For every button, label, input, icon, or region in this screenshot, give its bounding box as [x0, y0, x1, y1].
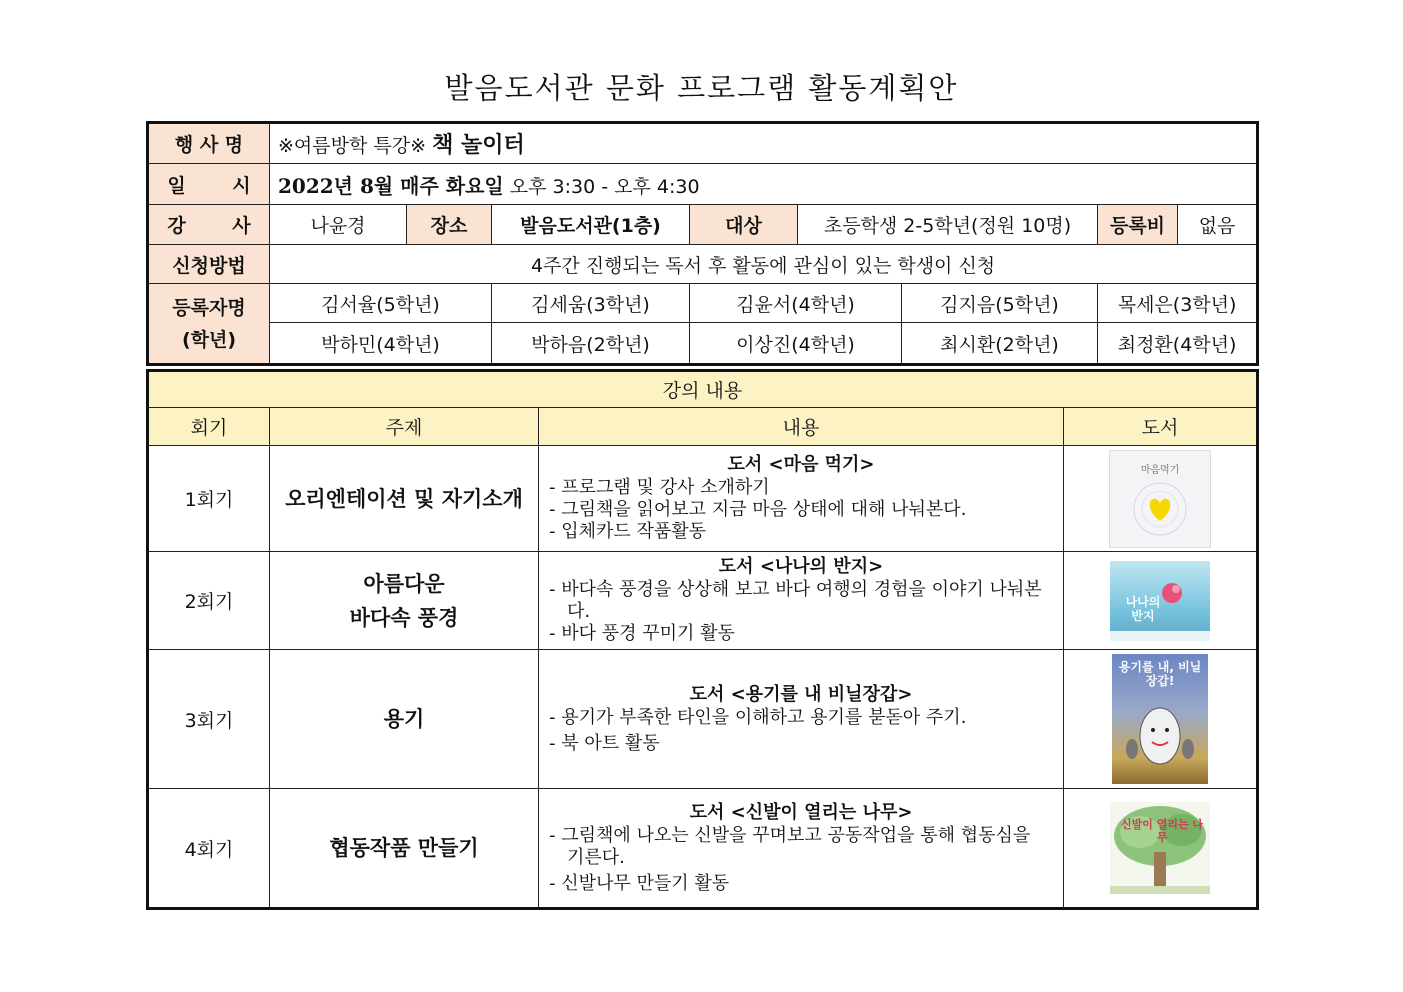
- registrant: 김지음(5학년): [902, 284, 1098, 323]
- registrant: 김윤서(4학년): [690, 284, 902, 323]
- content-line: - 그림책에 나오는 신발을 꾸며보고 공동작업을 통해 협동심을 기른다.: [549, 824, 1031, 868]
- event-date-label: 일 시: [148, 164, 270, 205]
- content-cell: [539, 789, 1064, 909]
- content-line: - 바다 풍경 꾸미기 활동: [549, 623, 735, 644]
- topic-cell: 용기: [270, 650, 539, 789]
- content-cell: [539, 446, 1064, 552]
- content-cell: [539, 650, 1064, 789]
- content-line: - 신발나무 만들기 활동: [549, 872, 730, 894]
- book-title: 도서 <마음 먹기>: [727, 454, 875, 475]
- book-cover-image: 마음먹기: [1109, 450, 1211, 548]
- place-value: 발음도서관(1층): [492, 205, 690, 245]
- book-cover-image: 신발이 열리는 나무: [1110, 802, 1210, 894]
- event-info-table: [146, 121, 1259, 366]
- topic-cell: 오리엔테이션 및 자기소개: [270, 446, 539, 552]
- fee-value: 없음: [1178, 205, 1258, 245]
- book-title: 도서 <나나의 반지>: [718, 556, 884, 577]
- registrants-label: 등록자명 (학년): [148, 284, 270, 365]
- book-cover-image: 용기를 내, 비닐장갑!: [1112, 654, 1208, 784]
- event-date-cell: [270, 164, 1258, 205]
- instructor-value: 나윤경: [270, 205, 407, 245]
- content-line: - 그림책을 읽어보고 지금 마음 상태에 대해 나눠본다.: [549, 499, 967, 520]
- registrant: 최정환(4학년): [1098, 323, 1258, 365]
- apply-label: 신청방법: [148, 245, 270, 284]
- book-cover-cell: [1064, 650, 1258, 789]
- session-cell: 1회기: [148, 446, 270, 552]
- table-row: [148, 650, 1258, 789]
- header-session: 회기: [148, 408, 270, 446]
- session-cell: 4회기: [148, 789, 270, 909]
- session-cell: 3회기: [148, 650, 270, 789]
- content-line: - 입체카드 작품활동: [549, 521, 707, 542]
- lecture-table: [146, 369, 1259, 910]
- table-row: [148, 789, 1258, 909]
- book-cover-image: 나나의 반지: [1110, 561, 1210, 641]
- registrant: 박하민(4학년): [270, 323, 492, 365]
- content-line: - 프로그램 및 강사 소개하기: [549, 477, 770, 498]
- target-label: 대상: [690, 205, 798, 245]
- fee-label: 등록비: [1098, 205, 1178, 245]
- event-name-prefix: ※여름방학 특강※: [278, 135, 427, 157]
- book-cover-cell: [1064, 446, 1258, 552]
- target-value: 초등학생 2-5학년(정원 10명): [798, 205, 1098, 245]
- lecture-section-title: 강의 내용: [148, 371, 1258, 408]
- header-book: 도서: [1064, 408, 1258, 446]
- event-date-time: 오후 3:30 - 오후 4:30: [509, 175, 700, 198]
- topic-cell: 아름다운 바다속 풍경: [270, 552, 539, 650]
- event-name-main: 책 놀이터: [432, 133, 525, 158]
- content-cell: [539, 552, 1064, 650]
- event-name-label: 행 사 명: [148, 123, 270, 164]
- registrant: 목세은(3학년): [1098, 284, 1258, 323]
- topic-cell: 협동작품 만들기: [270, 789, 539, 909]
- apply-value: 4주간 진행되는 독서 후 활동에 관심이 있는 학생이 신청: [270, 245, 1258, 284]
- content-line: - 북 아트 활동: [549, 732, 660, 754]
- event-name-cell: [270, 123, 1258, 164]
- registrant: 김세움(3학년): [492, 284, 690, 323]
- session-cell: 2회기: [148, 552, 270, 650]
- table-row: [148, 552, 1258, 650]
- content-line: - 바다속 풍경을 상상해 보고 바다 여행의 경험을 이야기 나눠본다.: [549, 579, 1042, 622]
- table-row: [148, 446, 1258, 552]
- header-content: 내용: [539, 408, 1064, 446]
- book-title: 도서 <신발이 열리는 나무>: [689, 801, 913, 823]
- place-label: 장소: [407, 205, 492, 245]
- book-cover-cell: [1064, 789, 1258, 909]
- event-date-main: 2022년 8월 매주 화요일: [278, 173, 504, 198]
- registrant: 최시환(2학년): [902, 323, 1098, 365]
- registrant: 김서율(5학년): [270, 284, 492, 323]
- page-title: 발음도서관 문화 프로그램 활동계획안: [444, 71, 959, 105]
- registrant: 박하음(2학년): [492, 323, 690, 365]
- content-line: - 용기가 부족한 타인을 이해하고 용기를 붇돋아 주기.: [549, 706, 967, 728]
- book-cover-cell: [1064, 552, 1258, 650]
- instructor-label: 강 사: [148, 205, 270, 245]
- registrant: 이상진(4학년): [690, 323, 902, 365]
- book-title: 도서 <용기를 내 비닐장갑>: [689, 683, 913, 705]
- header-topic: 주제: [270, 408, 539, 446]
